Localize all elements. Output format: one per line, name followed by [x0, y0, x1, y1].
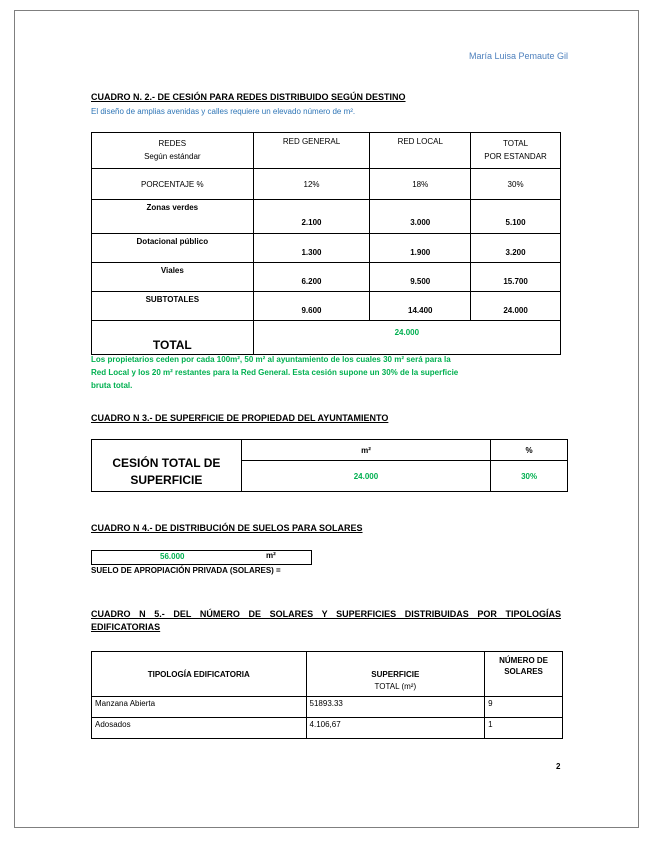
- header-redes-label: REDES: [158, 139, 187, 148]
- cuadro4-title: CUADRO N 4.- DE DISTRIBUCIÓN DE SUELOS PARA SOLARES: [91, 523, 363, 533]
- table-row: [92, 697, 563, 718]
- note-line: Red Local y los 20 m² restantes para la Red General. Esta cesión supone un 30% de la superficie: [91, 368, 459, 377]
- header-redes: [92, 133, 254, 169]
- total-label: TOTAL: [92, 321, 254, 355]
- table-row: [92, 263, 561, 292]
- cell-local: 14.400: [370, 292, 471, 321]
- cell-general: 9.600: [253, 292, 370, 321]
- cell-general: 6.200: [253, 263, 370, 292]
- cesion-label-line: CESIÓN TOTAL DE: [112, 456, 221, 470]
- table-row: [92, 200, 561, 234]
- table-header-row: [92, 440, 568, 461]
- cesion-label-line: SUPERFICIE: [130, 473, 203, 487]
- header-numero-line: NÚMERO DE: [499, 656, 548, 665]
- cell-general: 2.100: [253, 200, 370, 234]
- cell-local: 3.000: [370, 200, 471, 234]
- cell-general: 12%: [253, 169, 370, 200]
- row-label: Dotacional público: [92, 234, 254, 263]
- solares-unit: m²: [266, 551, 276, 560]
- header-total: [471, 133, 561, 169]
- header-numero-line: SOLARES: [504, 667, 543, 676]
- header-pct: %: [491, 440, 568, 461]
- row-label: SUBTOTALES: [92, 292, 254, 321]
- table-row: [92, 234, 561, 263]
- table-header-row: [92, 133, 561, 169]
- row-label: Zonas verdes: [92, 200, 254, 234]
- cuadro3-table: [91, 439, 568, 492]
- header-local: RED LOCAL: [370, 133, 471, 169]
- cuadro5-table: [91, 651, 563, 739]
- total-value: 24.000: [253, 321, 560, 355]
- header-tipologia: TIPOLOGÍA EDIFICATORIA: [92, 652, 307, 697]
- header-numero: [485, 652, 563, 697]
- cell-m2: 24.000: [241, 461, 490, 492]
- cell-local: 18%: [370, 169, 471, 200]
- header-redes-sub: Según estándar: [144, 152, 201, 161]
- cell-general: 1.300: [253, 234, 370, 263]
- table-total-row: [92, 321, 561, 355]
- cell-total: 15.700: [471, 263, 561, 292]
- cell-total: 24.000: [471, 292, 561, 321]
- table-row: [92, 169, 561, 200]
- cell-numero: 1: [485, 718, 563, 739]
- solares-box: [91, 550, 312, 565]
- table-row: [92, 718, 563, 739]
- cuadro2-title: CUADRO N. 2.- DE CESIÓN PARA REDES DISTRIBUIDO SEGÚN DESTINO: [91, 92, 406, 102]
- solares-value: 56.000: [160, 552, 185, 561]
- cell-local: 9.500: [370, 263, 471, 292]
- author-header: María Luisa Pemaute Gil: [468, 51, 568, 61]
- header-superficie: [306, 652, 485, 697]
- cuadro5-title-line: EDIFICATORIAS: [91, 622, 161, 632]
- header-total-sub: POR ESTANDAR: [484, 152, 547, 161]
- cuadro2-subtitle: El diseño de amplias avenidas y calles requiere un elevado número de m².: [91, 107, 356, 116]
- cuadro2-table: [91, 132, 561, 355]
- row-label: Viales: [92, 263, 254, 292]
- cell-superficie: 51893.33: [306, 697, 485, 718]
- solares-label: SUELO DE APROPIACIÓN PRIVADA (SOLARES) =: [91, 566, 281, 575]
- header-superficie-line: SUPERFICIE: [371, 670, 420, 679]
- note-line: bruta total.: [91, 381, 133, 390]
- cell-tipologia: Manzana Abierta: [92, 697, 307, 718]
- header-m2: m²: [241, 440, 490, 461]
- table-header-row: [92, 652, 563, 697]
- cuadro2-note: [91, 353, 561, 392]
- cell-total: 30%: [471, 169, 561, 200]
- cell-local: 1.900: [370, 234, 471, 263]
- table-row: [92, 292, 561, 321]
- cuadro5-title: [91, 608, 561, 634]
- document-page: [14, 10, 639, 828]
- cell-superficie: 4.106,67: [306, 718, 485, 739]
- note-line: Los propietarios ceden por cada 100m², 50 m² al ayuntamiento de los cuales 30 m² será para la: [91, 355, 451, 364]
- row-label: PORCENTAJE %: [92, 169, 254, 200]
- header-superficie-line: TOTAL (m²): [374, 682, 417, 691]
- page-number: 2: [556, 762, 561, 771]
- cuadro5-title-line: CUADRO N 5.- DEL NÚMERO DE SOLARES Y SUPERFICIES DISTRIBUIDAS POR TIPOLOGÍAS: [91, 609, 561, 619]
- header-total-label: TOTAL: [503, 139, 529, 148]
- header-general: RED GENERAL: [253, 133, 370, 169]
- cell-total: 5.100: [471, 200, 561, 234]
- cell-total: 3.200: [471, 234, 561, 263]
- cuadro3-title: CUADRO N 3.- DE SUPERFICIE DE PROPIEDAD DEL AYUNTAMIENTO: [91, 413, 389, 423]
- cesion-label: [92, 440, 242, 492]
- cell-numero: 9: [485, 697, 563, 718]
- cell-tipologia: Adosados: [92, 718, 307, 739]
- cell-pct: 30%: [491, 461, 568, 492]
